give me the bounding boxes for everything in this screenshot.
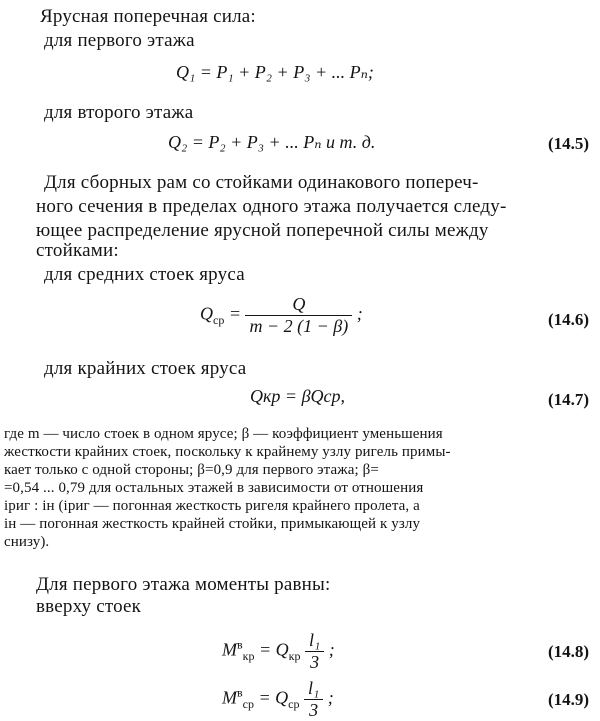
eq-tail: ; bbox=[327, 687, 334, 708]
note-line: iн — погонная жесткость крайней стойки, примыкающей к узлу bbox=[4, 516, 421, 532]
eq-symbol: Q bbox=[200, 303, 213, 324]
text-line: для крайних стоек яруса bbox=[44, 358, 247, 379]
text-line: Для первого этажа моменты равны: bbox=[36, 574, 331, 595]
eq-numerator: Q bbox=[292, 294, 306, 314]
text-line: для первого этажа bbox=[44, 30, 195, 51]
text-line: для второго этажа bbox=[44, 102, 194, 123]
text-line: для средних стоек яруса bbox=[44, 264, 245, 285]
eq-superscript: в bbox=[237, 685, 243, 700]
text-line: стойками: bbox=[36, 240, 119, 261]
note-line: жесткости крайних стоек, поскольку к крайнему узлу ригель примы- bbox=[4, 444, 451, 460]
equation-number: (14.9) bbox=[548, 690, 590, 709]
note-line: где m — число стоек в одном ярусе; β — коэффициент уменьшения bbox=[4, 426, 443, 442]
equation-14-9 bbox=[222, 678, 334, 721]
text-line: Ярусная поперечная сила: bbox=[40, 6, 256, 27]
equation-14-8 bbox=[222, 630, 335, 673]
eq-tail: ; bbox=[328, 639, 335, 660]
equation-number: (14.5) bbox=[548, 134, 590, 153]
note-line: =0,54 ... 0,79 для остальных этажей в зависимости от отношения bbox=[4, 480, 424, 496]
equation-14-7: Qкр = βQср, bbox=[250, 386, 346, 406]
eq-subscript: кр bbox=[242, 649, 255, 664]
note-line: снизу). bbox=[4, 534, 50, 550]
text-line: Для сборных рам со стойками одинакового попереч- bbox=[44, 172, 479, 193]
text-line: ющее распределение ярусной поперечной силы между bbox=[36, 220, 489, 241]
eq-subscript: ср bbox=[213, 313, 225, 328]
equation-14-4: Q₁ = P₁ + P₂ + P₃ + ... Pₙ; bbox=[176, 62, 374, 82]
equation-number: (14.8) bbox=[548, 642, 590, 661]
equation-number: (14.6) bbox=[548, 310, 590, 329]
eq-numerator: l₁ bbox=[307, 678, 320, 698]
eq-fraction bbox=[305, 630, 324, 673]
eq-middle: = Q bbox=[259, 639, 289, 660]
text-line: ного сечения в пределах одного этажа получается следу- bbox=[36, 196, 507, 217]
eq-denominator: 3 bbox=[304, 699, 323, 721]
equation-14-6 bbox=[200, 294, 363, 337]
eq-subscript: ср bbox=[288, 697, 300, 712]
eq-fraction bbox=[245, 294, 352, 337]
note-line: кает только с одной стороны; β=0,9 для первого этажа; β= bbox=[4, 462, 379, 478]
eq-equals: = bbox=[228, 303, 241, 324]
equation-number: (14.7) bbox=[548, 390, 590, 409]
equation-14-5: Q₂ = P₂ + P₃ + ... Pₙ и т. д. bbox=[168, 132, 376, 152]
eq-subscript: ср bbox=[242, 697, 254, 712]
eq-middle: = Q bbox=[258, 687, 289, 708]
note-line: iриг : iн (iриг — погонная жесткость ригеля крайнего пролета, а bbox=[4, 498, 420, 514]
eq-tail: ; bbox=[356, 303, 363, 324]
eq-subscript: кр bbox=[288, 649, 301, 664]
eq-numerator: l₁ bbox=[309, 630, 321, 650]
text-line: вверху стоек bbox=[36, 596, 142, 617]
eq-symbol: M bbox=[222, 639, 237, 660]
eq-denominator: m − 2 (1 − β) bbox=[245, 315, 352, 337]
eq-fraction bbox=[304, 678, 323, 721]
eq-symbol: M bbox=[222, 687, 237, 708]
eq-denominator: 3 bbox=[305, 651, 324, 673]
eq-superscript: в bbox=[237, 637, 243, 652]
